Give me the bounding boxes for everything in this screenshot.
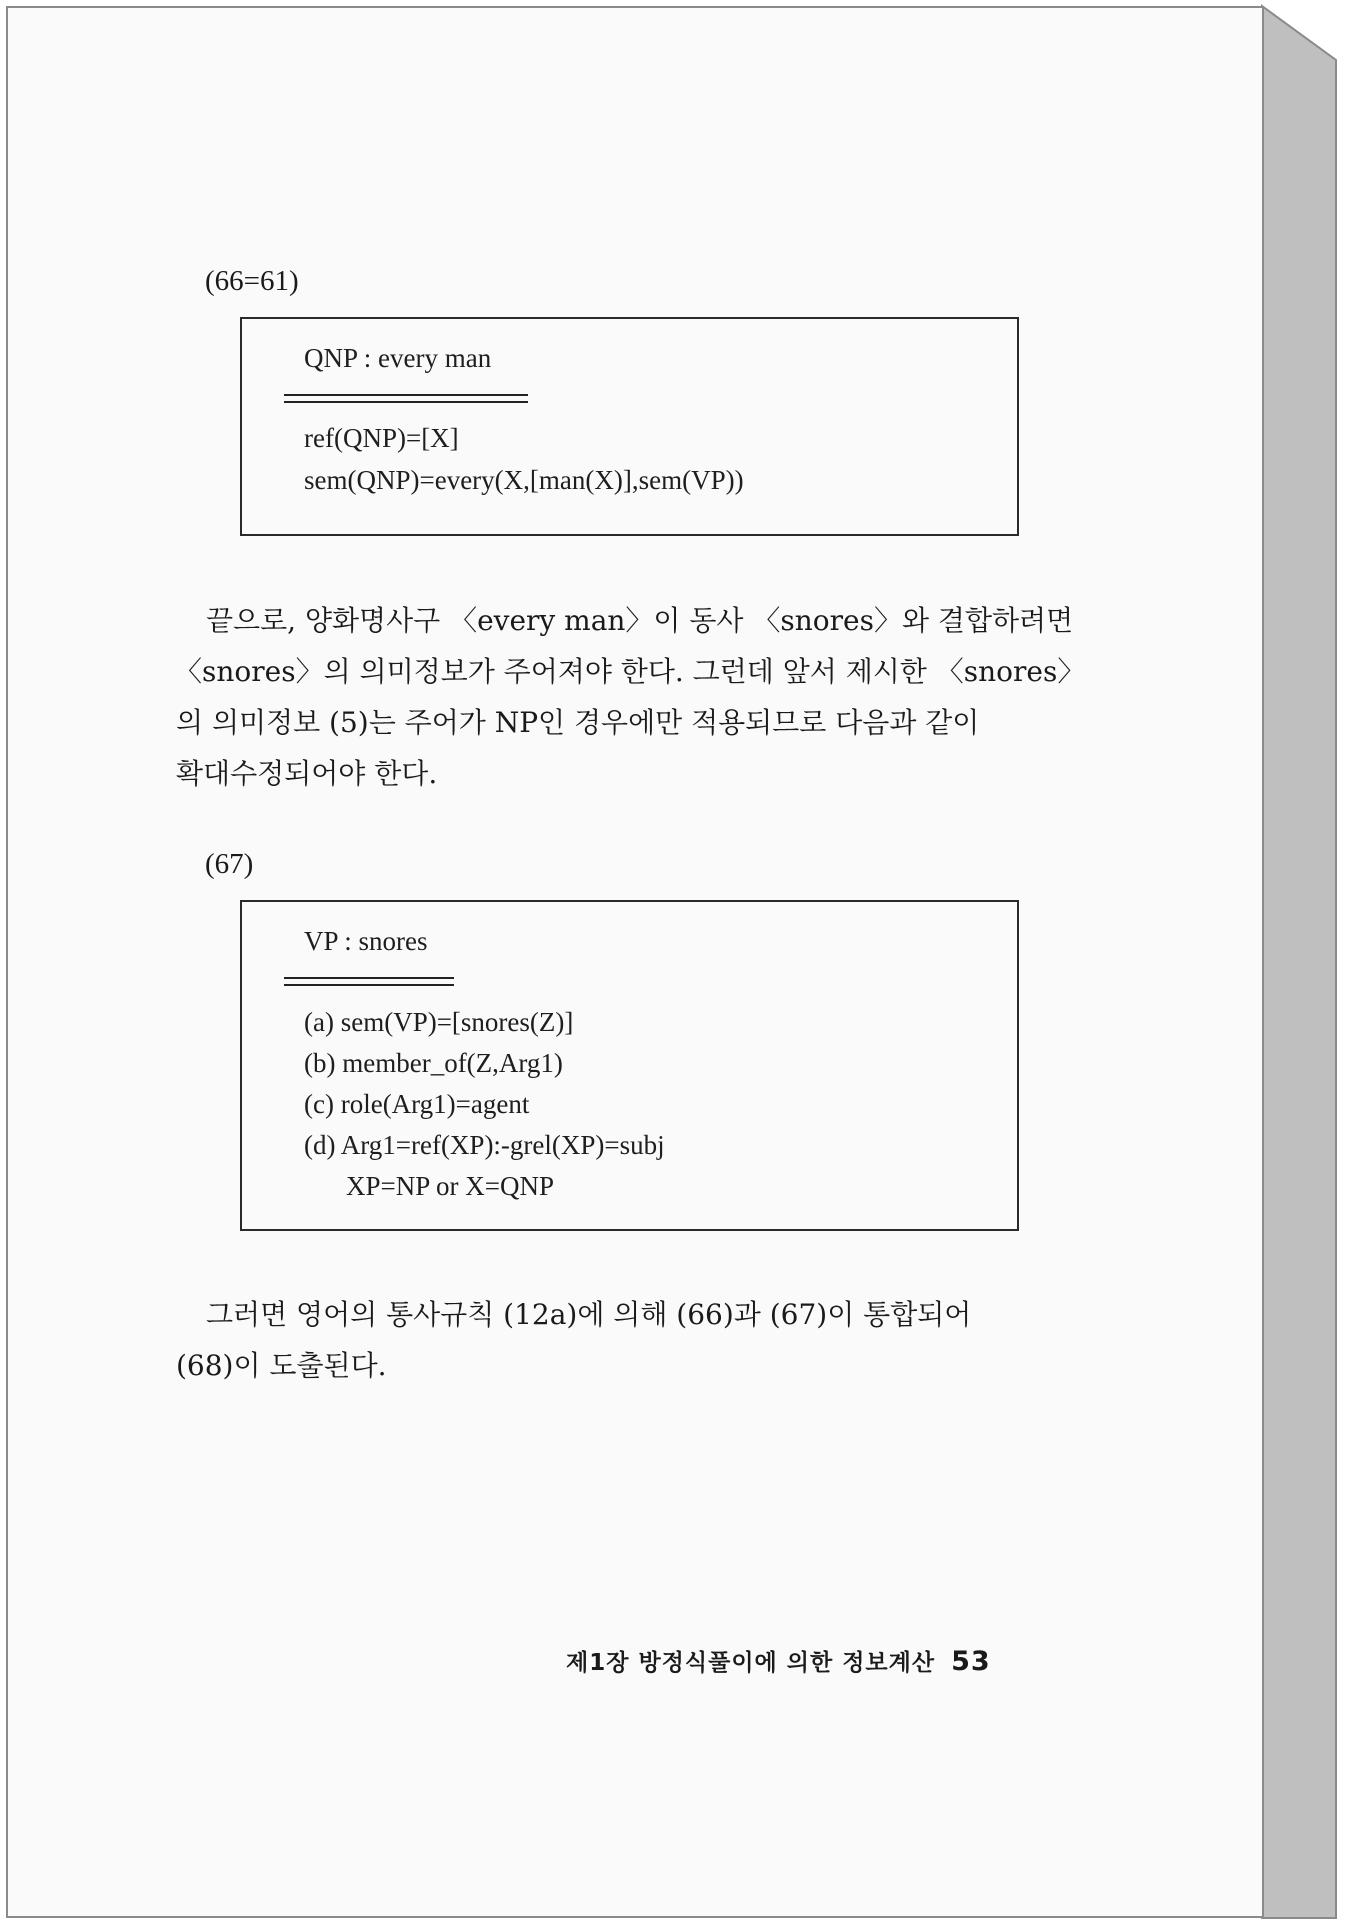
running-head: 제1장 방정식풀이에 의한 정보계산 [566,1650,936,1676]
paragraph-line: 끝으로, 양화명사구 〈every man〉이 동사 〈snores〉와 결합하려면 [206,604,1074,637]
running-footer [566,1644,991,1677]
example-67-header: VP : snores [304,926,428,956]
double-rule [284,394,528,403]
example-67-line: (c) role(Arg1)=agent [304,1089,530,1119]
example-67-label: (67) [205,848,254,880]
example-66-box [240,317,1019,536]
example-66-line: ref(QNP)=[X] [304,423,459,453]
paragraph-line: 의 의미정보 (5)는 주어가 NP인 경우에만 적용되므로 다음과 같이 [176,706,980,739]
example-67-line: XP=NP or X=QNP [346,1171,554,1201]
paragraph-line: 그러면 영어의 통사규칙 (12a)에 의해 (66)과 (67)이 통합되어 [206,1298,972,1331]
example-66-line: sem(QNP)=every(X,[man(X)],sem(VP)) [304,465,744,495]
example-67-box [240,900,1019,1231]
example-67-line: (d) Arg1=ref(XP):-grel(XP)=subj [304,1130,665,1160]
page-number: 53 [951,1646,991,1677]
example-67-line: (b) member_of(Z,Arg1) [304,1048,563,1078]
example-67-line: (a) sem(VP)=[snores(Z)] [304,1007,574,1037]
paragraph-line: (68)이 도출된다. [176,1349,387,1382]
paragraph-line: 확대수정되어야 한다. [176,757,438,790]
body-paragraph-1 [174,595,1086,799]
example-66-header: QNP : every man [304,343,492,373]
body-paragraph-2 [176,1289,1040,1391]
double-rule [284,977,454,986]
example-66-label: (66=61) [205,265,299,297]
paragraph-line: 〈snores〉의 의미정보가 주어져야 한다. 그런데 앞서 제시한 〈snores〉 [174,655,1086,688]
